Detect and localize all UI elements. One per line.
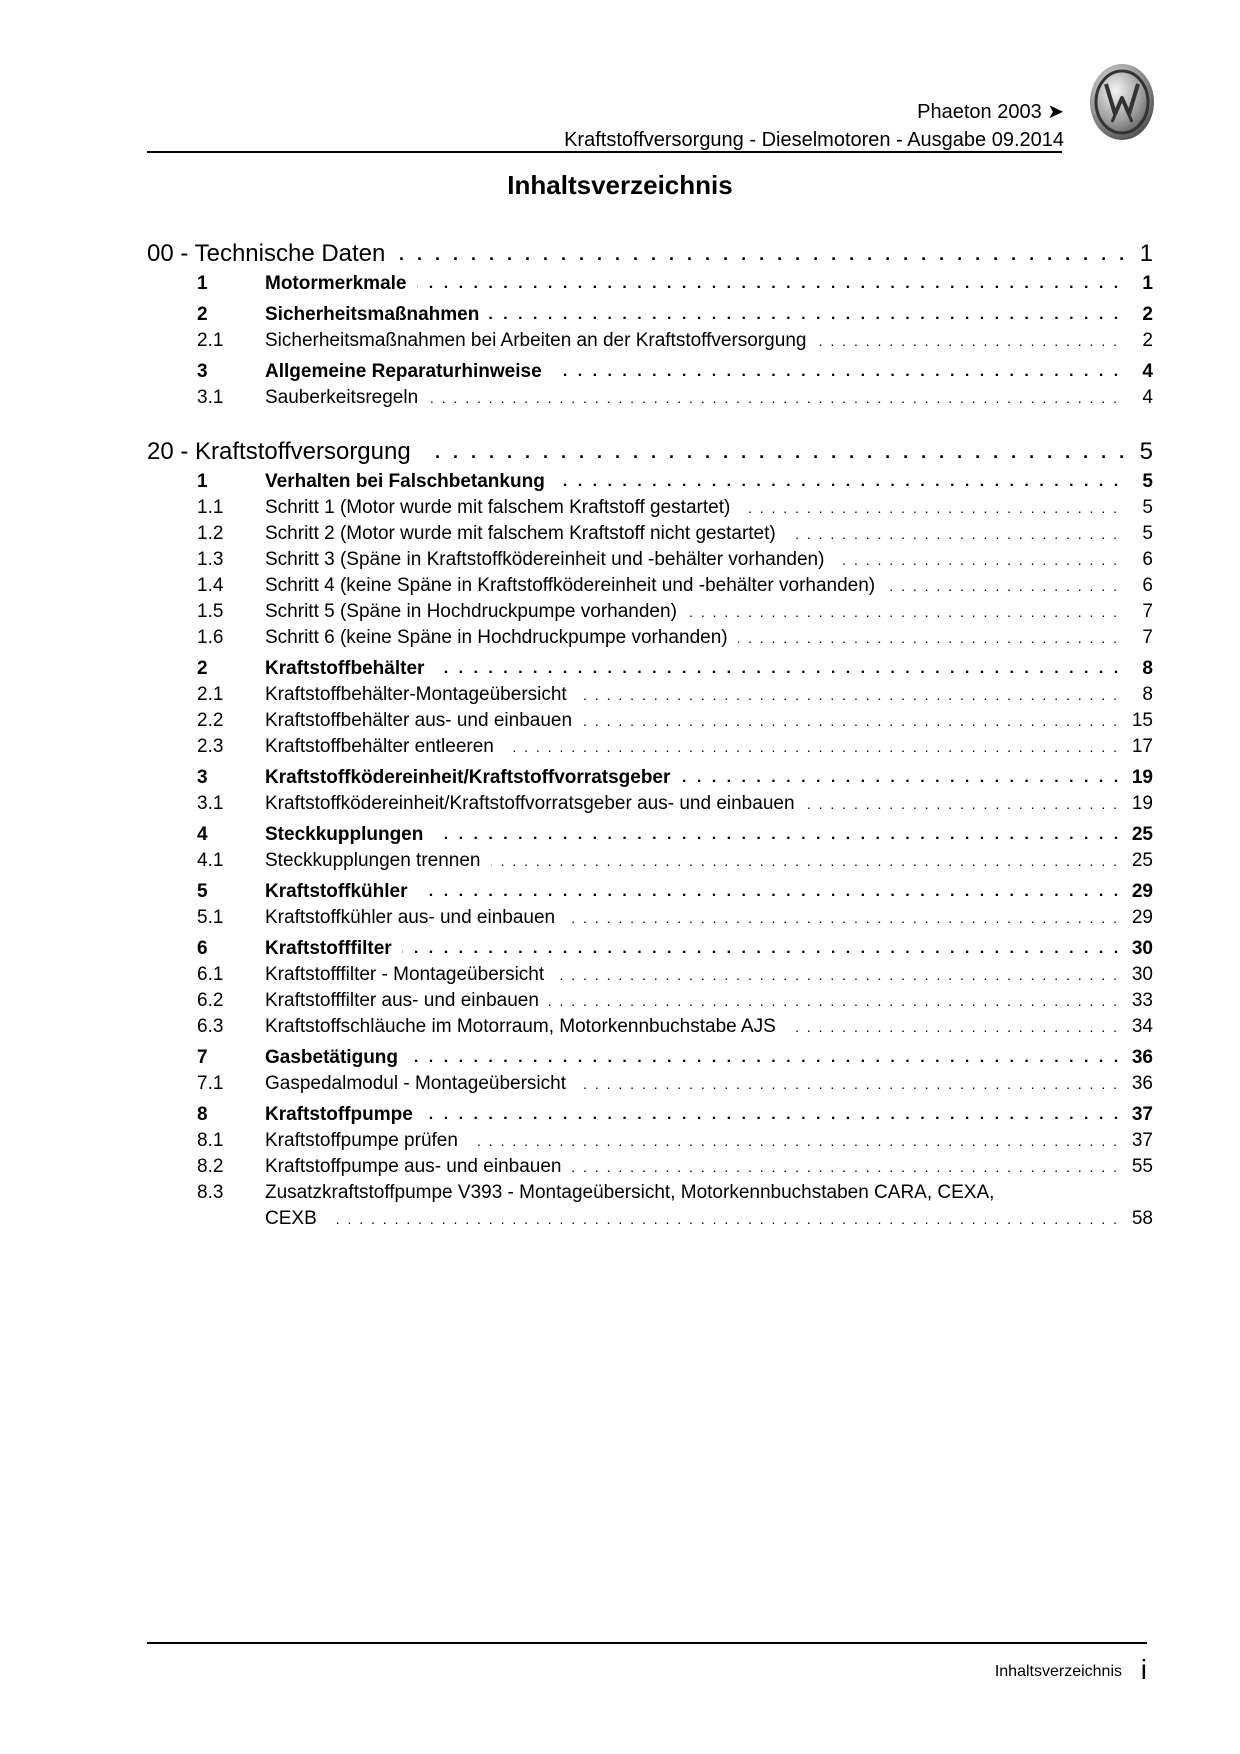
toc-label: Allgemeine Reparaturhinweise <box>265 361 552 382</box>
toc-chapter[interactable] <box>147 237 1153 271</box>
toc-page: 58 <box>1131 1208 1153 1229</box>
toc-section[interactable] <box>147 656 1153 682</box>
toc-label: Gaspedalmodul - Montageübersicht <box>265 1073 576 1094</box>
toc-number: 3 <box>197 767 208 788</box>
toc-number: 7 <box>197 1047 208 1068</box>
toc-number: 2 <box>197 304 208 325</box>
toc-page: 5 <box>1142 523 1153 544</box>
toc-number: 5.1 <box>197 907 224 928</box>
toc-label: Sauberkeitsregeln <box>265 387 428 408</box>
toc-subsection[interactable] <box>147 848 1153 874</box>
toc-label: Sicherheitsmaßnahmen bei Arbeiten an der Kraftstoffversorgung <box>265 330 816 351</box>
toc-subsection[interactable] <box>147 1014 1153 1040</box>
toc-section[interactable] <box>147 302 1153 328</box>
toc-page: 29 <box>1131 907 1153 928</box>
toc-number: 6.1 <box>197 964 224 985</box>
toc-number: 2.1 <box>197 330 224 351</box>
toc-page: 19 <box>1131 793 1153 814</box>
toc-label: Motormerkmale <box>265 273 417 294</box>
toc-page: 4 <box>1142 361 1153 382</box>
toc-section[interactable] <box>147 879 1153 905</box>
toc-number: 7.1 <box>197 1073 224 1094</box>
toc-subsection[interactable] <box>147 791 1153 817</box>
toc-section[interactable] <box>147 822 1153 848</box>
toc-page: 33 <box>1131 990 1153 1011</box>
toc-label: 00 - Technische Daten <box>147 240 395 267</box>
toc-page: 4 <box>1142 387 1153 408</box>
toc-number: 6.2 <box>197 990 224 1011</box>
toc-page: 34 <box>1131 1016 1153 1037</box>
toc-label-line2: CEXB <box>265 1208 327 1229</box>
page-header <box>564 98 1064 154</box>
toc-label: Sicherheitsmaßnahmen <box>265 304 489 325</box>
toc-page: 29 <box>1131 881 1153 902</box>
toc-page: 1 <box>1142 273 1153 294</box>
toc-number: 4 <box>197 824 208 845</box>
toc-label: Schritt 6 (keine Späne in Hochdruckpumpe vorhanden) <box>265 627 738 648</box>
toc-label: Kraftstoffbehälter aus- und einbauen <box>265 710 582 731</box>
toc-number: 1.1 <box>197 497 224 518</box>
toc-number: 1.6 <box>197 627 224 648</box>
toc-section[interactable] <box>147 936 1153 962</box>
toc-subsection[interactable] <box>147 573 1153 599</box>
toc-subsection[interactable] <box>147 495 1153 521</box>
toc-subsection[interactable] <box>147 708 1153 734</box>
header-rule <box>147 151 1062 153</box>
toc-page: 6 <box>1142 549 1153 570</box>
toc-number: 5 <box>197 881 208 902</box>
toc-page: 15 <box>1131 710 1153 731</box>
toc-page: 36 <box>1131 1073 1153 1094</box>
toc-chapter[interactable] <box>147 435 1153 469</box>
toc-subsection[interactable] <box>147 1128 1153 1154</box>
toc-number: 8.2 <box>197 1156 224 1177</box>
toc-section[interactable] <box>147 469 1153 495</box>
header-model: Phaeton 2003 ➤ <box>917 101 1064 123</box>
toc-number: 2.3 <box>197 736 224 757</box>
toc-label: Kraftstoffpumpe <box>265 1104 423 1125</box>
toc-label: Schritt 1 (Motor wurde mit falschem Kraftstoff gestartet) <box>265 497 740 518</box>
toc-label: 20 - Kraftstoffversorgung <box>147 438 421 465</box>
toc-page: 37 <box>1131 1130 1153 1151</box>
toc-label: Kraftstoffbehälter entleeren <box>265 736 504 757</box>
toc-label: Kraftstofffilter aus- und einbauen <box>265 990 549 1011</box>
toc-number: 2 <box>197 658 208 679</box>
toc-label: Kraftstofffilter <box>265 938 402 959</box>
toc-section[interactable] <box>147 359 1153 385</box>
toc-label: Verhalten bei Falschbetankung <box>265 471 555 492</box>
toc-page: 30 <box>1131 938 1153 959</box>
toc-label: Kraftstoffkühler aus- und einbauen <box>265 907 565 928</box>
toc-label: Kraftstoffpumpe aus- und einbauen <box>265 1156 571 1177</box>
toc-number: 6.3 <box>197 1016 224 1037</box>
toc-number: 6 <box>197 938 208 959</box>
toc-number: 8.1 <box>197 1130 224 1151</box>
footer-page-number: i <box>1140 1654 1147 1685</box>
toc-number: 8 <box>197 1104 208 1125</box>
toc-subsection[interactable] <box>147 1071 1153 1097</box>
toc-label: Gasbetätigung <box>265 1047 408 1068</box>
toc-page: 2 <box>1142 330 1153 351</box>
toc-label: Schritt 4 (keine Späne in Kraftstoffködereinheit und -behälter vorhanden) <box>265 575 885 596</box>
toc-label: Kraftstoffbehälter-Montageübersicht <box>265 684 577 705</box>
toc-number: 1.3 <box>197 549 224 570</box>
toc-number: 2.2 <box>197 710 224 731</box>
toc-label: Schritt 2 (Motor wurde mit falschem Kraftstoff nicht gestartet) <box>265 523 786 544</box>
table-of-contents <box>147 237 1153 1232</box>
toc-label: Steckkupplungen trennen <box>265 850 491 871</box>
toc-number: 3.1 <box>197 387 224 408</box>
toc-page: 8 <box>1142 658 1153 679</box>
toc-page: 36 <box>1131 1047 1153 1068</box>
toc-page: 25 <box>1131 850 1153 871</box>
toc-section[interactable] <box>147 765 1153 791</box>
toc-section[interactable] <box>147 1045 1153 1071</box>
toc-section[interactable] <box>147 1102 1153 1128</box>
toc-number: 1.5 <box>197 601 224 622</box>
toc-label: Schritt 3 (Späne in Kraftstoffködereinheit und -behälter vorhanden) <box>265 549 834 570</box>
toc-label: Kraftstoffpumpe prüfen <box>265 1130 468 1151</box>
toc-subsection[interactable] <box>147 734 1153 760</box>
toc-page: 7 <box>1142 627 1153 648</box>
toc-number: 2.1 <box>197 684 224 705</box>
toc-page: 5 <box>1139 438 1153 465</box>
toc-number: 8.3 <box>197 1182 224 1203</box>
toc-subsection[interactable] <box>147 988 1153 1014</box>
toc-number: 1.2 <box>197 523 224 544</box>
toc-subsection[interactable] <box>147 1154 1153 1180</box>
toc-subsection[interactable] <box>147 905 1153 931</box>
toc-page: 55 <box>1131 1156 1153 1177</box>
toc-subsection[interactable] <box>147 547 1153 573</box>
toc-number: 3.1 <box>197 793 224 814</box>
toc-label: Kraftstoffködereinheit/Kraftstoffvorratsgeber aus- und einbauen <box>265 793 805 814</box>
toc-number: 1 <box>197 273 208 294</box>
toc-subsection[interactable] <box>147 625 1153 651</box>
toc-page: 5 <box>1142 471 1153 492</box>
toc-page: 7 <box>1142 601 1153 622</box>
toc-page: 8 <box>1142 684 1153 705</box>
vw-logo-icon <box>1088 62 1156 142</box>
toc-subsection[interactable] <box>147 1180 1153 1232</box>
page-title: Inhaltsverzeichnis <box>507 170 733 200</box>
toc-number: 1.4 <box>197 575 224 596</box>
toc-page: 37 <box>1131 1104 1153 1125</box>
toc-label: Kraftstoffschläuche im Motorraum, Motorkennbuchstabe AJS <box>265 1016 786 1037</box>
toc-label: Kraftstofffilter - Montageübersicht <box>265 964 554 985</box>
toc-subsection[interactable] <box>147 682 1153 708</box>
toc-subsection[interactable] <box>147 385 1153 411</box>
toc-label: Kraftstoffkühler <box>265 881 418 902</box>
toc-section[interactable] <box>147 271 1153 297</box>
toc-label: Kraftstoffködereinheit/Kraftstoffvorratsgeber <box>265 767 680 788</box>
toc-number: 1 <box>197 471 208 492</box>
toc-label: Schritt 5 (Späne in Hochdruckpumpe vorhanden) <box>265 601 687 622</box>
toc-subsection[interactable] <box>147 599 1153 625</box>
toc-page: 6 <box>1142 575 1153 596</box>
toc-subsection[interactable] <box>147 521 1153 547</box>
toc-page: 2 <box>1142 304 1153 325</box>
footer-rule <box>147 1642 1147 1644</box>
toc-subsection[interactable] <box>147 328 1153 354</box>
toc-page: 19 <box>1131 767 1153 788</box>
toc-page: 5 <box>1142 497 1153 518</box>
toc-page: 17 <box>1131 736 1153 757</box>
toc-label: Steckkupplungen <box>265 824 433 845</box>
toc-label-line1: Zusatzkraftstoffpumpe V393 - Montageübersicht, Motorkennbuchstaben CARA, CEXA, <box>265 1182 995 1203</box>
toc-page: 30 <box>1131 964 1153 985</box>
toc-label: Kraftstoffbehälter <box>265 658 434 679</box>
toc-number: 3 <box>197 361 208 382</box>
header-subtitle: Kraftstoffversorgung - Dieselmotoren - Ausgabe 09.2014 <box>564 129 1064 151</box>
toc-subsection[interactable] <box>147 962 1153 988</box>
footer-label: Inhaltsverzeichnis <box>994 1663 1122 1680</box>
toc-page: 25 <box>1131 824 1153 845</box>
toc-number: 4.1 <box>197 850 224 871</box>
toc-page: 1 <box>1139 240 1153 267</box>
